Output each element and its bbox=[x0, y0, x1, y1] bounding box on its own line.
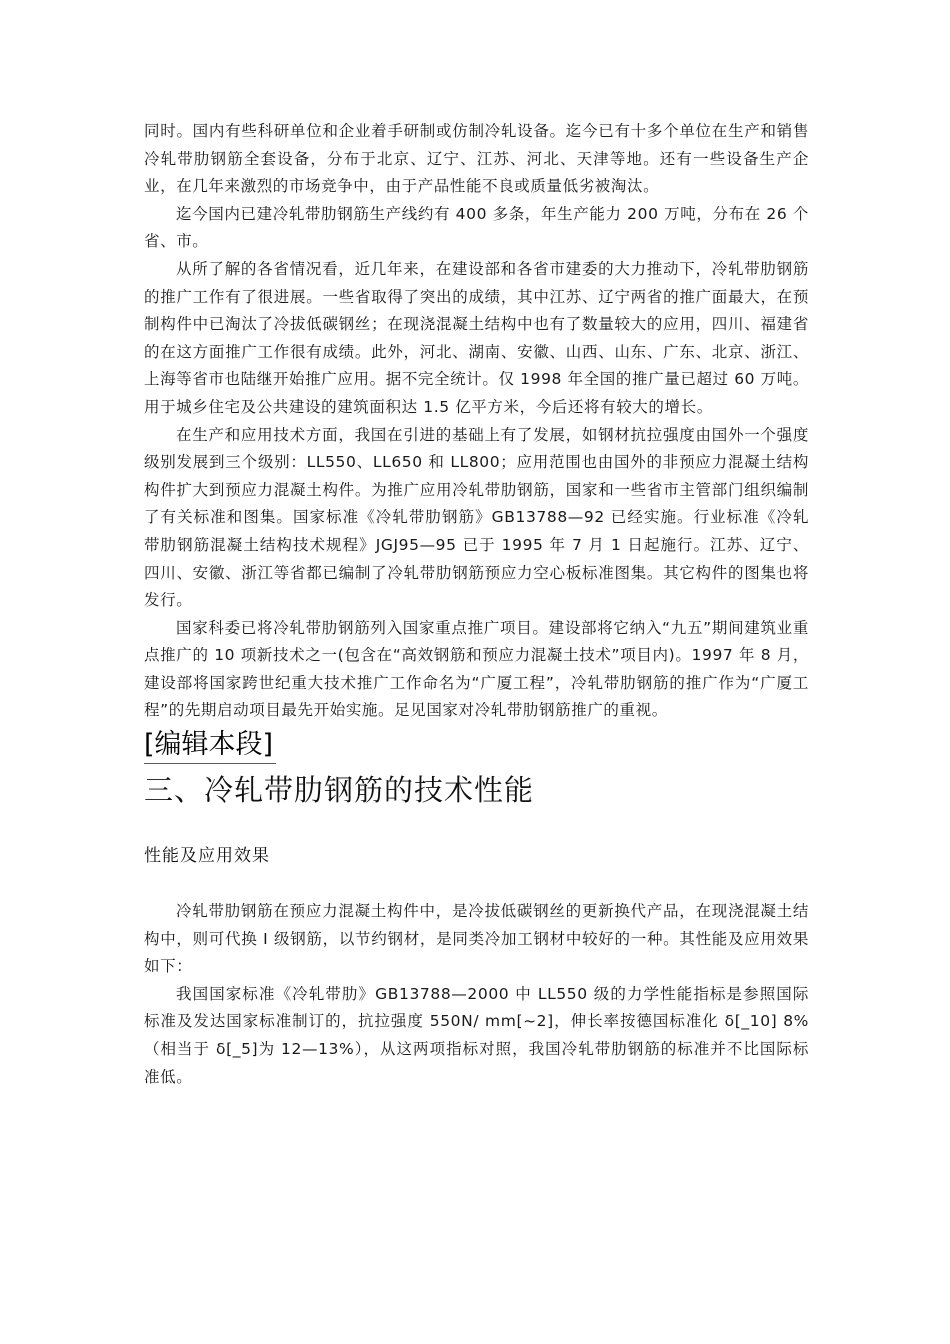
document-page bbox=[144, 118, 809, 1091]
paragraph-2: 迄今国内已建冷轧带肋钢筋生产线约有 400 多条，年生产能力 200 万吨，分布在 26 个省、市。 bbox=[144, 204, 809, 251]
paragraph-1: 同时。国内有些科研单位和企业着手研制或仿制冷轧设备。迄今已有十多个单位在生产和销售冷轧带肋钢筋全套设备，分布于北京、辽宁、江苏、河北、天津等地。还有一些设备生产企业，在几年来激烈的市场竞争中，由于产品性能不良或质量低劣被淘汰。 bbox=[144, 122, 809, 196]
edit-section-label: 编辑本段 bbox=[154, 729, 263, 761]
section-heading: 三、冷轧带肋钢筋的技术性能 bbox=[144, 773, 535, 808]
edit-bracket-open: [ bbox=[144, 729, 155, 761]
paragraph-3: 从所了解的各省情况看，近几年来，在建设部和各省市建委的大力推动下，冷轧带肋钢筋的推广工作有了很进展。一些省取得了突出的成绩，其中江苏、辽宁两省的推广面最大，在预制构件中已淘汰了冷拔低碳钢丝；在现浇混凝土结构中也有了数量较大的应用，四川、福建省的在这方面推广工作很有成绩。此外，河北、湖南、安徽、山西、山东、广东、北京、浙江、上海等省市也陆继开始推广应用。据不完全统计。仅 1998 年全国的推广量已超过 60 万吨。用于城乡住宅及公共建设的建筑面积达 1.5 亿平方米，今后还将有较大的增长。 bbox=[144, 259, 809, 416]
paragraph-7: 我国国家标准《冷轧带肋》GB13788—2000 中 LL550 级的力学性能指标是参照国际标准及发达国家标准制订的，抗拉强度 550N/ mm[~2]，伸长率按德国标准化 δ[_10] 8%（相当于 δ[_5]为 12—13%），从这两项指标对照，我国冷轧带肋钢筋的标准并不比国际标准低。 bbox=[144, 984, 809, 1086]
subheading: 性能及应用效果 bbox=[144, 846, 270, 867]
edit-section-link[interactable] bbox=[144, 727, 276, 764]
edit-bracket-close: ] bbox=[262, 729, 274, 761]
paragraph-4: 在生产和应用技术方面，我国在引进的基础上有了发展，如钢材抗拉强度由国外一个强度级别发展到三个级别：LL550、LL650 和 LL800；应用范围也由国外的非预应力混凝土结构构件扩大到预应力混凝土构件。为推广应用冷轧带肋钢筋，国家和一些省市主管部门组织编制了有关标准和图集。国家标准《冷轧带肋钢筋》GB13788—92 已经实施。行业标准《冷轧带肋钢筋混凝土结构技术规程》JGJ95—95 已于 1995 年 7 月 1 日起施行。江苏、辽宁、四川、安徽、浙江等省都已编制了冷轧带肋钢筋预应力空心板标准图集。其它构件的图集也将发行。 bbox=[144, 425, 809, 610]
paragraph-6: 冷轧带肋钢筋在预应力混凝土构件中，是冷拔低碳钢丝的更新换代产品，在现浇混凝土结构中，则可代换 I 级钢筋，以节约钢材，是同类冷加工钢材中较好的一种。其性能及应用效果如下： bbox=[144, 902, 809, 976]
paragraph-5: 国家科委已将冷轧带肋钢筋列入国家重点推广项目。建设部将它纳入“九五”期间建筑业重点推广的 10 项新技术之一(包含在“高效钢筋和预应力混凝土技术”项目内)。1997 年 8 月，建设部将国家跨世纪重大技术推广工作命名为“广厦工程”，冷轧带肋钢筋的推广作为“广厦工程”的先期启动项目最先开始实施。足见国家对冷轧带肋钢筋推广的重视。 bbox=[144, 618, 809, 720]
